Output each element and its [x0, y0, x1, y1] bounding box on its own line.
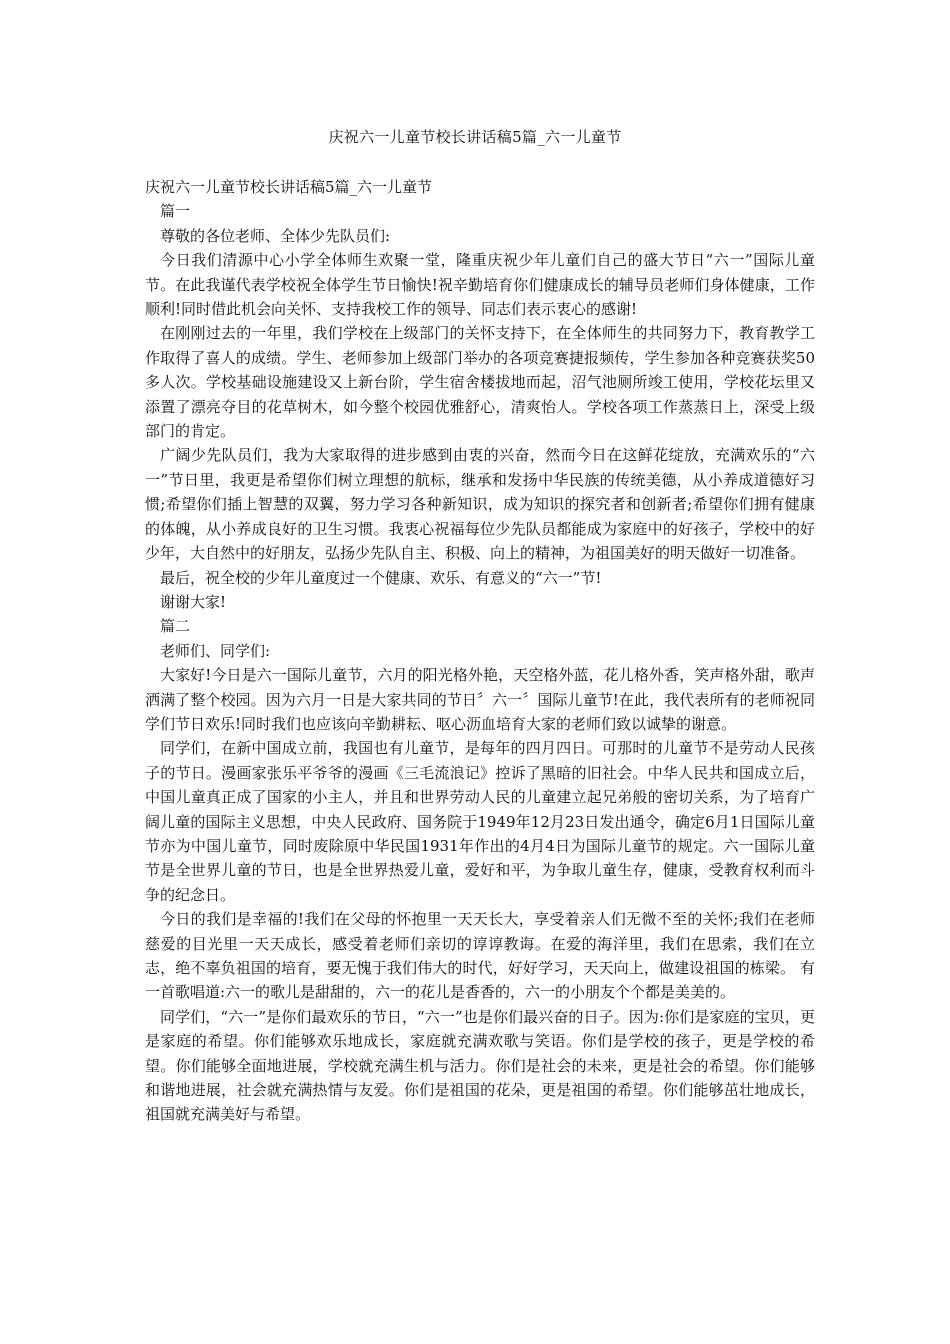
closing-thanks: 谢谢大家! — [160, 592, 227, 611]
section-heading-1: 篇一 — [160, 202, 191, 221]
document-subtitle: 庆祝六一儿童节校长讲话稿5篇_六一儿童节 — [145, 178, 433, 196]
document-title: 庆祝六一儿童节校长讲话稿5篇_六一儿童节 — [328, 128, 622, 146]
body-paragraph: 大家好!今日是六一国际儿童节，六月的阳光格外艳，天空格外蓝，花儿格外香，笑声格外甜，歌声洒满了整个校园。因为六月一日是大家共同的节日〞六一〞国际儿童节!在此，我代表所有的老师祝同学们节日欢乐!同时我们也应该向辛勤耕耘、呕心沥血培育大家的老师们致以诚挚的谢意。 — [145, 666, 815, 733]
section-heading-2: 篇二 — [160, 617, 191, 636]
body-paragraph: 同学们，“六一”是你们最欢乐的节日，“六一”也是你们最兴奋的日子。因为:你们是家庭的宝贝，更是家庭的希望。你们能够欢乐地成长，家庭就充满欢歌与笑语。你们是学校的孩子，更是学校的希望。你们能够全面地进展，学校就充满生机与活力。你们是社会的未来，更是社会的希望。你们能够和谐地进展，社会就充满热情与友爱。你们是祖国的花朵，更是祖国的希望。你们能够茁壮地成长，祖国就充满美好与希望。 — [145, 1007, 815, 1124]
body-paragraph: 今日我们清源中心小学全体师生欢聚一堂，隆重庆祝少年儿童们自己的盛大节日“六一”国际儿童节。在此我谨代表学校祝全体学生节日愉快!祝辛勤培育你们健康成长的辅导员老师们身体健康，工作顺利!同时借此机会向关怀、支持我校工作的领导、同志们表示衷心的感谢! — [145, 251, 815, 319]
salutation-1: 尊敬的各位老师、全体少先队员们: — [160, 226, 391, 245]
document-body — [145, 175, 815, 1127]
salutation-2: 老师们、同学们: — [160, 641, 271, 660]
body-paragraph: 同学们，在新中国成立前，我国也有儿童节，是每年的四月四日。可那时的儿童节不是劳动人民孩子的节日。漫画家张乐平爷爷的漫画《三毛流浪记》控诉了黑暗的旧社会。中华人民共和国成立后，中国儿童真正成了国家的小主人，并且和世界劳动人民的儿童建立起兄弟般的密切关系，为了培育广阔儿童的国际主义思想，中央人民政府、国务院于1949年12月23日发出通令，确定6月1日国际儿童节亦为中国儿童节，同时废除原中华民国1931年作出的4月4日为国际儿童节的规定。六一国际儿童节是全世界儿童的节日，也是全世界热爱儿童，爱好和平，为争取儿童生存，健康，受教育权利而斗争的纪念日。 — [145, 739, 815, 904]
body-paragraph: 广阔少先队员们，我为大家取得的进步感到由衷的兴奋，然而今日在这鲜花绽放，充满欢乐的“六一”节日里，我更是希望你们树立理想的航标，继承和发扬中华民族的传统美德，从小养成道德好习惯;希望你们插上智慧的双翼，努力学习各种新知识，成为知识的探究者和创新者;希望你们拥有健康的体魄，从小养成良好的卫生习惯。我衷心祝福每位少先队员都能成为家庭中的好孩子，学校中的好少年，大自然中的好朋友，弘扬少先队自主、积极、向上的精神，为祖国美好的明天做好一切准备。 — [145, 446, 815, 563]
body-paragraph: 今日的我们是幸福的!我们在父母的怀抱里一天天长大，享受着亲人们无微不至的关怀;我们在老师慈爱的目光里一天天成长，感受着老师们亲切的谆谆教诲。在爱的海洋里，我们在思索，我们在立志，绝不辜负祖国的培育，要无愧于我们伟大的时代，好好学习，天天向上，做建设祖国的栋梁。 有一首歌唱道:六一的歌儿是甜甜的，六一的花儿是香香的，六一的小朋友个个都是美美的。 — [145, 910, 815, 1002]
body-paragraph: 最后，祝全校的少年儿童度过一个健康、欢乐、有意义的“六一”节! — [160, 568, 602, 587]
body-paragraph: 在刚刚过去的一年里，我们学校在上级部门的关怀支持下，在全体师生的共同努力下，教育教学工作取得了喜人的成绩。学生、老师参加上级部门举办的各项竞赛捷报频传，学生参加各种竞赛获奖50多人次。学校基础设施建设又上新台阶，学生宿舍楼拔地而起，沼气池厕所竣工使用，学校花坛里又添置了漂亮夺目的花草树木，如今整个校园优雅舒心，清爽怡人。学校各项工作蒸蒸日上，深受上级部门的肯定。 — [145, 324, 815, 441]
